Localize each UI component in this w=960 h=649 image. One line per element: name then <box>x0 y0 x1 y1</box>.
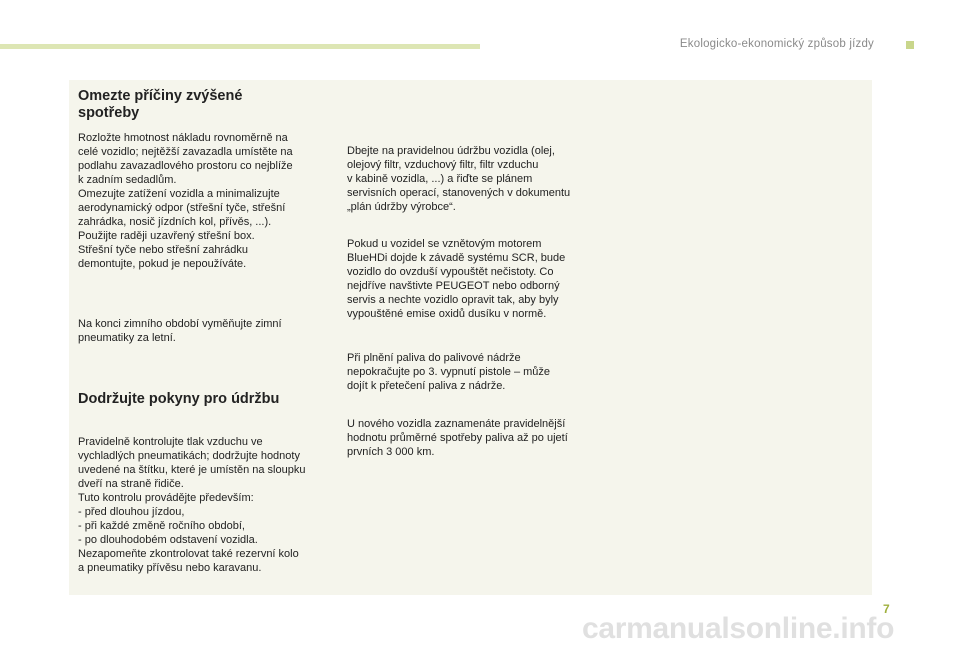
heading-reduce-consumption: Omezte příčiny zvýšené spotřeby <box>78 88 243 121</box>
page-number: 7 <box>883 602 890 616</box>
paragraph-bluehdi-scr: Pokud u vozidel se vznětovým motorem BlueHDi dojde k závadě systému SCR, bude vozidlo do ovzduší vypouštět nečistoty. Co nejdříve navštivte PEUGEOT nebo odborný servis a nechte vozidlo opravit tak, aby byly vypouštěné emise oxidů dusíku v normě. <box>347 238 566 320</box>
right-column <box>347 80 617 595</box>
paragraph-service-plan: Dbejte na pravidelnou údržbu vozidla (olej, olejový filtr, vzduchový filtr, filtr vzduchu v kabině vozidla, ...) a řiďte se plánem servisních operací, stanovených v dokumentu „plán údržby výrobce“. <box>347 145 571 213</box>
paragraph-tyre-pressure: Pravidelně kontrolujte tlak vzduchu ve vychladlých pneumatikách; dodržujte hodnoty uvedené na štítku, které je umístěn na sloupku dveří na straně řidiče. Tuto kontrolu provádějte především: - před dlouhou jízdou, - při každé změně ročního období, - po dlouhodobém odstavení vozidla. Nezapomeňte zkontrolovat také rezervní kolo a pneumatiky přívěsu nebo karavanu. <box>78 436 306 574</box>
heading-maintenance: Dodržujte pokyny pro údržbu <box>78 391 280 407</box>
watermark-text: carmanualsonline.info <box>582 612 895 645</box>
content-panel <box>69 80 872 595</box>
paragraph-load-distribution: Rozložte hmotnost nákladu rovnoměrně na celé vozidlo; nejtěžší zavazadla umístěte na podlahu zavazadlového prostoru co nejblíže k zadním sedadlům. Omezujte zatížení vozidla a minimalizujte aerodynamický odpor (střešní tyče, střešní zahrádka, nosič jízdních kol, přívěs, ...). Použijte raději uzavřený střešní box. Střešní tyče nebo střešní zahrádku demontujte, pokud je nepoužíváte. <box>78 132 293 270</box>
running-header: Ekologicko-ekonomický způsob jízdy <box>679 38 874 50</box>
paragraph-winter-tyres: Na konci zimního období vyměňujte zimní pneumatiky za letní. <box>78 318 282 344</box>
paragraph-fuel-filling: Při plnění paliva do palivové nádrže nepokračujte po 3. vypnutí pistole – může dojít k přetečení paliva z nádrže. <box>347 352 551 392</box>
left-column <box>78 80 348 595</box>
header-rule <box>0 44 480 49</box>
header-square-marker <box>906 41 914 49</box>
paragraph-new-vehicle-consumption: U nového vozidla zaznamenáte pravidelnější hodnotu průměrné spotřeby paliva až po ujetí prvních 3 000 km. <box>347 418 568 458</box>
